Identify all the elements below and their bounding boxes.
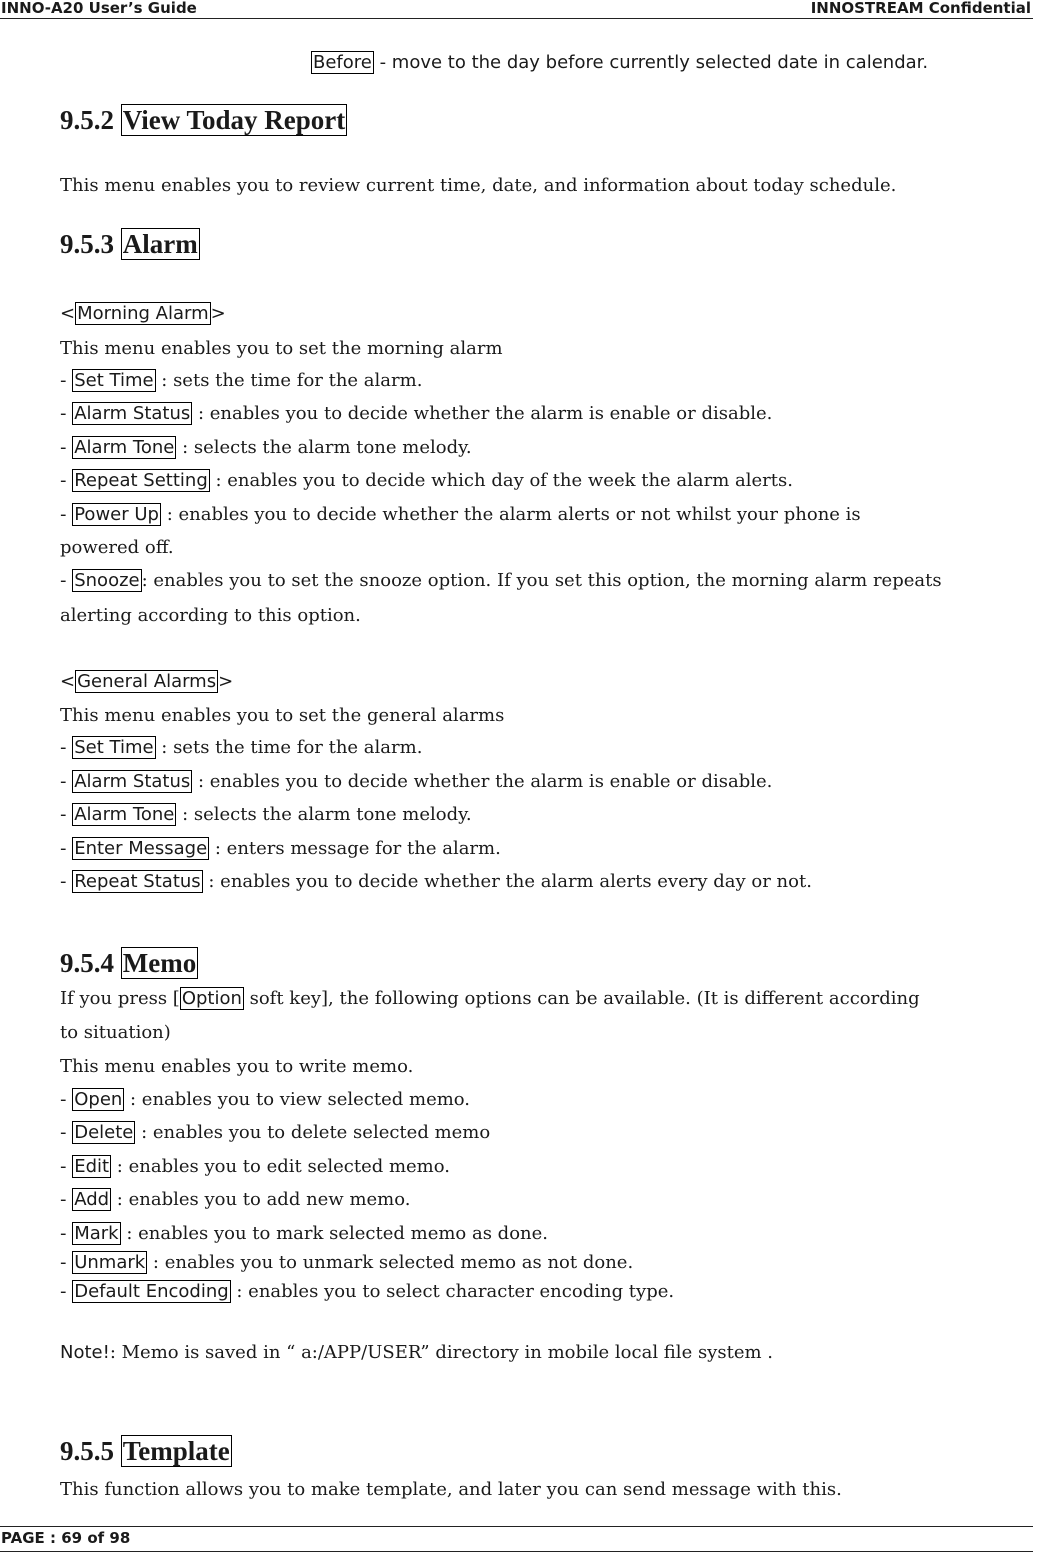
list-item: - Add : enables you to add new memo. xyxy=(60,1189,411,1210)
list-item: - Set Time : sets the time for the alarm. xyxy=(60,370,423,391)
list-item: - Mark : enables you to mark selected memo as done. xyxy=(60,1223,549,1244)
paragraph: This menu enables you to set the morning alarm xyxy=(60,338,503,359)
heading-9-5-2: 9.5.2 View Today Report xyxy=(60,105,346,135)
paragraph: This menu enables you to set the general alarms xyxy=(60,705,505,726)
list-item: - Repeat Status : enables you to decide whether the alarm alerts every day or not. xyxy=(60,871,812,892)
page-header xyxy=(0,0,1033,19)
general-alarms-label: < General Alarms > xyxy=(60,671,234,692)
page-footer xyxy=(0,1526,1033,1552)
heading-title: Memo xyxy=(122,948,197,978)
morning-alarm-label: < Morning Alarm > xyxy=(60,303,226,324)
doc-title: INNO-A20 User’s Guide xyxy=(1,0,197,17)
memo-note: Note!: Memo is saved in “ a:/APP/USER” directory in mobile local file system . xyxy=(60,1342,773,1363)
note-label: Note! xyxy=(60,1342,110,1363)
list-item-wrap: powered off. xyxy=(60,537,174,558)
list-item: - Enter Message : enters message for the alarm. xyxy=(60,838,501,859)
heading-9-5-4: 9.5.4 Memo xyxy=(60,948,197,978)
list-item: - Edit : enables you to edit selected memo. xyxy=(60,1156,450,1177)
list-item: - Alarm Tone : selects the alarm tone melody. xyxy=(60,804,472,825)
paragraph: This menu enables you to review current time, date, and information about today schedule. xyxy=(60,175,897,196)
list-item: - Power Up : enables you to decide whether the alarm alerts or not whilst your phone is xyxy=(60,504,861,525)
list-item: - Delete : enables you to delete selected memo xyxy=(60,1122,491,1143)
list-item: - Default Encoding : enables you to select character encoding type. xyxy=(60,1281,675,1302)
list-item: - Snooze : enables you to set the snooze option. If you set this option, the morning alarm repeats xyxy=(60,570,942,591)
heading-9-5-3: 9.5.3 Alarm xyxy=(60,229,198,259)
heading-9-5-5: 9.5.5 Template xyxy=(60,1436,230,1466)
heading-title: Template xyxy=(122,1436,230,1466)
memo-intro: If you press [ Option soft key], the following options can be available. (It is different according xyxy=(60,988,920,1009)
list-item-wrap: alerting according to this option. xyxy=(60,605,361,626)
list-item: - Alarm Status : enables you to decide whether the alarm is enable or disable. xyxy=(60,771,773,792)
list-item: - Set Time : sets the time for the alarm. xyxy=(60,737,423,758)
paragraph: This menu enables you to write memo. xyxy=(60,1056,414,1077)
before-line: Before - move to the day before currently selected date in calendar. xyxy=(313,52,929,73)
heading-title: View Today Report xyxy=(122,105,346,135)
heading-title: Alarm xyxy=(122,229,198,259)
before-key: Before xyxy=(313,52,372,73)
paragraph: This function allows you to make template, and later you can send message with this. xyxy=(60,1479,842,1500)
list-item: - Repeat Setting : enables you to decide which day of the week the alarm alerts. xyxy=(60,470,793,491)
list-item: - Unmark : enables you to unmark selected memo as not done. xyxy=(60,1252,634,1273)
memo-intro-wrap: to situation) xyxy=(60,1022,171,1043)
list-item: - Open : enables you to view selected memo. xyxy=(60,1089,471,1110)
page-number: PAGE : 69 of 98 xyxy=(1,1529,131,1547)
list-item: - Alarm Tone : selects the alarm tone melody. xyxy=(60,437,472,458)
confidential-label: INNOSTREAM Confidential xyxy=(810,0,1031,17)
list-item: - Alarm Status : enables you to decide whether the alarm is enable or disable. xyxy=(60,403,773,424)
